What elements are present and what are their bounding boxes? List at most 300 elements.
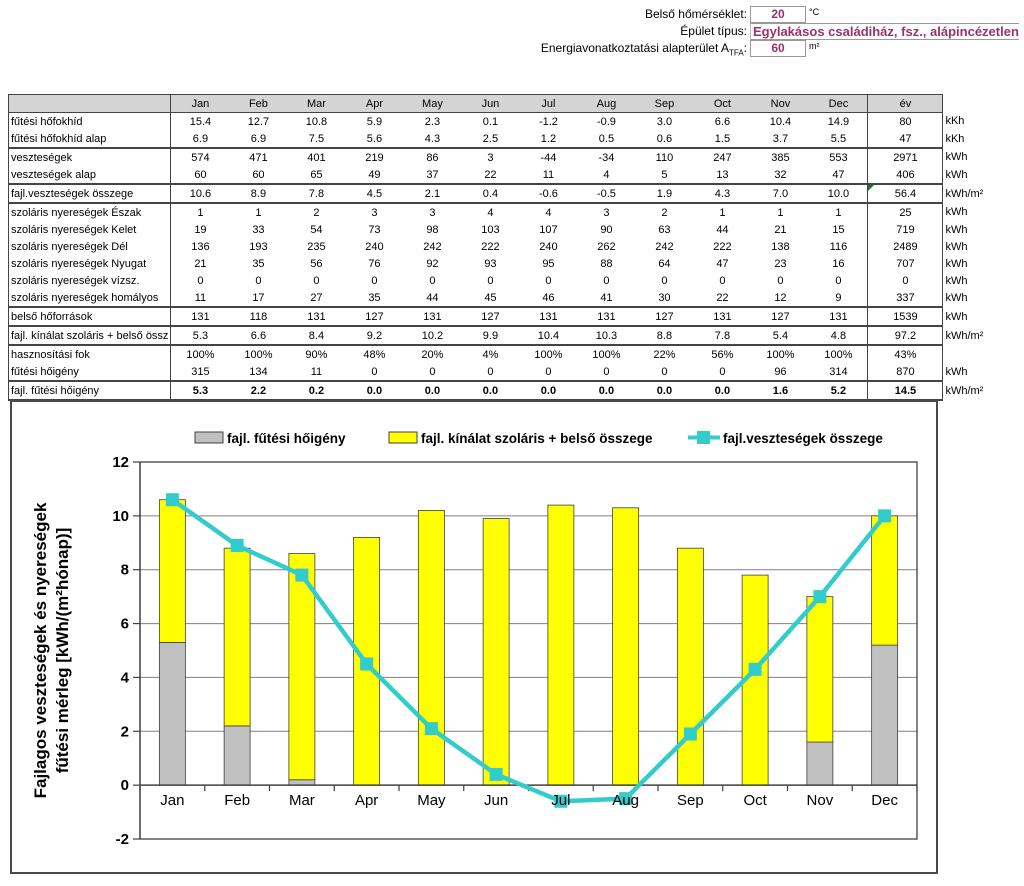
cell-r10-feb: 17 [229, 289, 287, 307]
year-cell-r4: 56.4 [868, 184, 943, 203]
cell-r7-mar: 235 [307, 240, 326, 253]
cell-r11-oct: 131 [693, 307, 751, 326]
cell-r0-feb: 12.7 [247, 115, 270, 128]
cell-r9-oct: 0 [719, 274, 726, 287]
bar-sep-s1 [677, 548, 703, 785]
cell-r15-apr: 0.0 [345, 381, 403, 400]
unit-cell-r9: kWh [945, 274, 968, 287]
row-label: fajl.veszteségek összege [9, 184, 171, 203]
bar-dec-s1 [872, 516, 898, 645]
plot-area [140, 462, 917, 839]
cell-r14-dec: 314 [809, 363, 868, 381]
cell-r9-jul: 0 [545, 274, 552, 287]
cell-r3-may: 37 [403, 166, 461, 184]
cell-r3-feb: 60 [229, 166, 287, 184]
cell-r8-oct: 47 [716, 257, 729, 270]
cell-r6-apr: 73 [368, 223, 381, 236]
cell-r1-dec: 5.5 [809, 130, 868, 148]
building-type-label: Épület típus: [680, 24, 747, 38]
cell-r6-jan: 19 [194, 223, 207, 236]
month-header-nov: Nov [751, 95, 809, 113]
cell-r12-oct: 7.8 [693, 326, 751, 345]
cell-r2-jan: 574 [191, 151, 210, 164]
cell-r15-jun: 0.0 [461, 381, 519, 400]
cell-r9-jun: 0 [487, 274, 494, 287]
cell-r12-jul: 10.4 [519, 326, 577, 345]
table-row [9, 289, 1006, 307]
cell-r8-jan: 21 [194, 257, 207, 270]
cell-r10-apr: 35 [345, 289, 403, 307]
cell-r15-jan: 5.3 [171, 381, 230, 400]
year-cell-r14: 870 [868, 363, 943, 381]
row-label: fűtési hőfokhíd [9, 113, 171, 131]
cell-r10-sep: 30 [635, 289, 693, 307]
cell-r5-oct: 1 [719, 206, 726, 219]
cell-r9-jan: 0 [197, 274, 204, 287]
cell-r2-mar: 401 [307, 151, 326, 164]
cell-r7-oct: 222 [713, 240, 732, 253]
cell-r9-mar: 0 [313, 274, 320, 287]
cell-r15-nov: 1.6 [751, 381, 809, 400]
cell-r2-dec: 553 [829, 151, 848, 164]
table-row [9, 381, 1006, 400]
cell-r15-jul: 0.0 [519, 381, 577, 400]
cell-r9-sep: 0 [661, 274, 668, 287]
form-row-building-type [0, 23, 1022, 40]
cell-r11-aug: 131 [577, 307, 635, 326]
line-marker-jun [490, 768, 503, 781]
cell-r2-jul: -44 [540, 151, 557, 164]
cell-r10-dec: 9 [809, 289, 868, 307]
bar-jan-s1 [159, 500, 185, 643]
cell-r4-dec: 10.0 [809, 184, 868, 203]
area-label: Energiavonatkoztatási alapterület $A_{TFA}$: [540, 41, 747, 58]
cell-r6-aug: 90 [600, 223, 613, 236]
cell-r2-feb: 471 [249, 151, 268, 164]
cell-r5-may: 3 [429, 206, 436, 219]
cell-r3-aug: 4 [577, 166, 635, 184]
cell-r2-oct: 247 [713, 151, 732, 164]
month-header-may: May [403, 95, 461, 113]
line-marker-jan [166, 493, 179, 506]
cell-r10-nov: 12 [751, 289, 809, 307]
bar-jun-s1 [483, 519, 509, 786]
cell-r3-mar: 65 [287, 166, 345, 184]
cell-r9-apr: 0 [371, 274, 378, 287]
cell-r0-nov: 10.4 [769, 115, 792, 128]
cell-r14-aug: 0 [577, 363, 635, 381]
cell-r3-oct: 13 [693, 166, 751, 184]
cell-r10-jan: 11 [171, 289, 230, 307]
month-header-jul: Jul [519, 95, 577, 113]
bar-jan-s0 [159, 642, 185, 785]
cell-r14-oct: 0 [693, 363, 751, 381]
cell-r3-jul: 11 [519, 166, 577, 184]
cell-r5-nov: 1 [777, 206, 784, 219]
y-tick-label-4: 4 [120, 669, 129, 687]
monthly-energy-table [8, 94, 1006, 401]
cell-r4-feb: 8.9 [229, 184, 287, 203]
cell-r12-nov: 5.4 [751, 326, 809, 345]
legend-swatch-yellow [389, 432, 417, 443]
year-cell-r6: 719 [868, 221, 943, 238]
cell-r1-feb: 6.9 [229, 130, 287, 148]
row-label: szoláris nyereségek homályos [9, 289, 171, 307]
row-label: szoláris nyereségek Dél [9, 238, 171, 255]
cell-r11-feb: 118 [229, 307, 287, 326]
cell-error-indicator-triangle [868, 185, 874, 191]
cell-r14-jul: 0 [519, 363, 577, 381]
cell-r0-mar: 10.8 [305, 115, 328, 128]
area-input[interactable]: 60 [750, 40, 806, 57]
cell-r0-jan: 15.4 [189, 115, 212, 128]
month-label-apr: Apr [354, 792, 379, 810]
y-tick-label--2: -2 [115, 831, 129, 848]
cell-r5-jul: 4 [545, 206, 552, 219]
cell-r8-mar: 56 [310, 257, 323, 270]
month-label-sep: Sep [677, 792, 704, 810]
row-label: szoláris nyereségek Nyugat [9, 255, 171, 272]
bar-nov-s1 [807, 597, 833, 742]
unit-cell-r0: kKh [945, 115, 965, 128]
month-header-jun: Jun [461, 95, 519, 113]
cell-r0-may: 2.3 [424, 115, 441, 128]
chart-legend [195, 431, 883, 446]
cell-r7-jan: 136 [191, 240, 210, 253]
y-axis-title-line2: fűtési mérleg [kWh/(m²hónap)] [53, 527, 72, 774]
cell-r5-apr: 3 [371, 206, 378, 219]
cell-r10-oct: 22 [693, 289, 751, 307]
year-cell-r11: 1539 [868, 307, 943, 326]
year-cell-r13: 43% [868, 345, 943, 363]
month-header-aug: Aug [577, 95, 635, 113]
cell-r14-apr: 0 [345, 363, 403, 381]
form-row-temperature [0, 6, 1022, 23]
form-row-area [0, 40, 1022, 57]
month-label-jul: Jul [551, 792, 571, 810]
month-header-oct: Oct [693, 95, 751, 113]
cell-r13-jan: 100% [186, 348, 215, 361]
cell-r6-dec: 15 [832, 223, 845, 236]
table-row [9, 363, 1006, 381]
row-label: fajl. fűtési hőigény [9, 381, 171, 400]
cell-r13-nov: 100% [766, 348, 795, 361]
cell-r4-apr: 4.5 [345, 184, 403, 203]
cell-r6-jul: 107 [539, 223, 558, 236]
cell-r4-jun: 0.4 [461, 184, 519, 203]
month-header-dec: Dec [809, 95, 868, 113]
year-cell-r7: 2489 [868, 238, 943, 255]
cell-r1-nov: 3.7 [751, 130, 809, 148]
cell-r1-oct: 1.5 [693, 130, 751, 148]
cell-r3-jan: 60 [171, 166, 230, 184]
energy-chart-svg [12, 402, 936, 872]
cell-r1-mar: 7.5 [287, 130, 345, 148]
month-header-apr: Apr [345, 95, 403, 113]
cell-r7-nov: 138 [771, 240, 790, 253]
bar-jul-s1 [548, 505, 574, 785]
row-label: fűtési hőfokhíd alap [9, 130, 171, 148]
bar-feb-s1 [224, 548, 250, 726]
row-label: szoláris nyereségek Észak [9, 203, 171, 221]
cell-r13-may: 20% [421, 348, 444, 361]
row-label: hasznosítási fok [9, 345, 171, 363]
cell-r5-aug: 3 [603, 206, 610, 219]
month-header-jan: Jan [171, 95, 230, 113]
cell-r12-apr: 9.2 [345, 326, 403, 345]
cell-r6-mar: 54 [310, 223, 323, 236]
cell-r12-may: 10.2 [403, 326, 461, 345]
unit-cell-r13 [943, 345, 1006, 363]
year-cell-r0: 80 [868, 113, 943, 131]
cell-r15-mar: 0.2 [287, 381, 345, 400]
input-form [0, 6, 1022, 57]
cell-r15-feb: 2.2 [229, 381, 287, 400]
cell-r7-jun: 222 [481, 240, 500, 253]
cell-r9-nov: 0 [777, 274, 784, 287]
month-label-jan: Jan [160, 792, 185, 810]
cell-r7-feb: 193 [249, 240, 268, 253]
unit-cell-r15: kWh/m² [945, 384, 984, 397]
cell-r2-sep: 110 [655, 151, 674, 164]
month-header-sep: Sep [635, 95, 693, 113]
cell-r0-jun: 0.1 [482, 115, 499, 128]
cell-r0-dec: 14.9 [827, 115, 850, 128]
cell-r13-mar: 90% [305, 348, 328, 361]
legend-marker-cyan [697, 431, 710, 444]
bar-dec-s0 [872, 645, 898, 785]
cell-r9-aug: 0 [603, 274, 610, 287]
cell-r8-nov: 23 [774, 257, 787, 270]
cell-r15-oct: 0.0 [693, 381, 751, 400]
cell-r13-apr: 48% [363, 348, 386, 361]
unit-cell-r5: kWh [945, 206, 968, 218]
cell-r12-dec: 4.8 [809, 326, 868, 345]
cell-r0-jul: -1.2 [538, 115, 558, 128]
cell-r3-sep: 5 [635, 166, 693, 184]
cell-r3-apr: 49 [345, 166, 403, 184]
table-row [9, 184, 1006, 203]
temperature-label: Belső hőmérséklet: [644, 7, 747, 21]
unit-cell-r12: kWh/m² [945, 329, 984, 342]
legend-label-cyan: fajl.veszteségek összege [723, 431, 883, 446]
cell-r7-jul: 240 [539, 240, 558, 253]
line-marker-mar [295, 569, 308, 582]
area-unit: m² [809, 41, 820, 51]
cell-r9-may: 0 [429, 274, 436, 287]
table-row [9, 238, 1006, 255]
year-cell-r1: 47 [868, 130, 943, 148]
table-row [9, 345, 1006, 363]
building-type-input[interactable]: Egylakásos családiház, fsz., alápincézetlen [750, 23, 1019, 40]
cell-r2-may: 86 [426, 151, 439, 164]
row-label: szoláris nyereségek vízsz. [9, 272, 171, 289]
cell-r5-jan: 1 [197, 206, 204, 219]
y-axis [112, 454, 140, 848]
cell-r13-aug: 100% [592, 348, 621, 361]
line-marker-feb [231, 539, 244, 552]
y-tick-label-2: 2 [120, 723, 129, 741]
year-header: év [868, 95, 943, 113]
row-label: fajl. kínálat szoláris + belső össz [9, 326, 171, 345]
cell-r11-sep: 127 [635, 307, 693, 326]
cell-r1-jul: 1.2 [519, 130, 577, 148]
cell-r8-may: 92 [426, 257, 439, 270]
cell-r3-dec: 47 [809, 166, 868, 184]
cell-r6-jun: 103 [481, 223, 500, 236]
energy-balance-chart [10, 400, 938, 874]
row-label: fűtési hőigény [9, 363, 171, 381]
cell-r11-nov: 127 [751, 307, 809, 326]
line-marker-apr [360, 657, 373, 670]
year-cell-r12: 97.2 [868, 326, 943, 345]
cell-r4-jul: -0.6 [519, 184, 577, 203]
cell-r12-mar: 8.4 [287, 326, 345, 345]
unit-cell-r7: kWh [945, 240, 968, 253]
cell-r11-jul: 131 [519, 307, 577, 326]
y-tick-label-0: 0 [120, 777, 129, 795]
cell-r1-aug: 0.5 [577, 130, 635, 148]
unit-cell-r4: kWh/m² [945, 187, 984, 200]
bar-aug-s1 [613, 508, 639, 785]
cell-r8-dec: 16 [832, 257, 845, 270]
unit-cell-r8: kWh [945, 257, 968, 270]
y-axis-title-line1: Fajlagos veszteségek és nyereségek [31, 502, 50, 799]
line-marker-oct [749, 663, 762, 676]
month-header-mar: Mar [287, 95, 345, 113]
cell-r6-oct: 44 [716, 223, 729, 236]
cell-r13-jun: 4% [482, 348, 499, 361]
table-row [9, 221, 1006, 238]
row-label: veszteségek [9, 148, 171, 166]
year-cell-r8: 707 [868, 255, 943, 272]
cell-r7-apr: 240 [365, 240, 384, 253]
cell-r8-sep: 64 [658, 257, 671, 270]
cell-r11-may: 131 [403, 307, 461, 326]
table-header-row [9, 95, 1006, 113]
month-label-feb: Feb [224, 792, 251, 810]
cell-r15-sep: 0.0 [635, 381, 693, 400]
unit-cell-r3: kWh [945, 169, 968, 181]
monthly-values-grid [8, 94, 1006, 401]
y-tick-label-8: 8 [120, 561, 129, 579]
year-cell-r5: 25 [868, 203, 943, 221]
year-cell-r3: 406 [868, 166, 943, 184]
cell-r11-jan: 131 [171, 307, 230, 326]
table-row [9, 307, 1006, 326]
cell-r13-oct: 56% [711, 348, 734, 361]
cell-r12-aug: 10.3 [577, 326, 635, 345]
cell-r5-mar: 2 [313, 206, 320, 219]
table-row [9, 272, 1006, 289]
cell-r11-apr: 127 [345, 307, 403, 326]
cell-r14-jun: 0 [461, 363, 519, 381]
cell-r7-aug: 262 [597, 240, 616, 253]
cell-r2-aug: -34 [598, 151, 615, 164]
cell-r2-apr: 219 [365, 151, 384, 164]
line-marker-may [425, 722, 438, 735]
row-label: belső hőforrások [9, 307, 171, 326]
cell-r7-may: 242 [423, 240, 442, 253]
cell-r11-jun: 127 [461, 307, 519, 326]
cell-r13-dec: 100% [824, 348, 853, 361]
year-cell-r10: 337 [868, 289, 943, 307]
table-row [9, 166, 1006, 184]
cell-r15-may: 0.0 [403, 381, 461, 400]
row-label: veszteségek alap [9, 166, 171, 184]
unit-cell-r14: kWh [945, 366, 968, 378]
cell-r12-jan: 5.3 [171, 326, 230, 345]
cell-r5-feb: 1 [255, 206, 262, 219]
month-label-jun: Jun [484, 792, 509, 810]
cell-r13-jul: 100% [534, 348, 563, 361]
cell-r14-jan: 315 [171, 363, 230, 381]
cell-r14-mar: 11 [287, 363, 345, 381]
cell-r15-dec: 5.2 [809, 381, 868, 400]
y-tick-label-10: 10 [112, 507, 129, 525]
bar-mar-s0 [289, 780, 315, 785]
line-marker-dec [878, 509, 891, 522]
cell-r1-sep: 0.6 [635, 130, 693, 148]
cell-r2-jun: 3 [487, 151, 494, 164]
cell-r1-jan: 6.9 [171, 130, 230, 148]
cell-r14-may: 0 [403, 363, 461, 381]
cell-r13-sep: 22% [653, 348, 676, 361]
cell-r1-jun: 2.5 [461, 130, 519, 148]
legend-label-yellow: fajl. kínálat szoláris + belső összege [421, 431, 653, 446]
temperature-input[interactable]: 20 [750, 6, 806, 23]
unit-cell-r6: kWh [945, 223, 968, 236]
cell-r1-may: 4.3 [403, 130, 461, 148]
cell-r15-aug: 0.0 [577, 381, 635, 400]
table-row [9, 203, 1006, 221]
cell-r4-sep: 1.9 [635, 184, 693, 203]
cell-r14-nov: 96 [751, 363, 809, 381]
bar-feb-s0 [224, 726, 250, 785]
unit-cell-r2: kWh [945, 151, 968, 163]
month-label-mar: Mar [288, 792, 315, 810]
cell-r4-may: 2.1 [403, 184, 461, 203]
table-row [9, 148, 1006, 166]
temperature-unit: °C [809, 7, 820, 17]
cell-r5-dec: 1 [835, 206, 842, 219]
cell-r3-jun: 22 [461, 166, 519, 184]
cell-r12-jun: 9.9 [461, 326, 519, 345]
cell-r12-feb: 6.6 [229, 326, 287, 345]
cell-r4-nov: 7.0 [751, 184, 809, 203]
cell-r8-feb: 35 [252, 257, 265, 270]
cell-r4-aug: -0.5 [577, 184, 635, 203]
line-marker-nov [813, 590, 826, 603]
cell-r7-dec: 116 [829, 240, 848, 253]
cell-r4-jan: 10.6 [171, 184, 230, 203]
month-label-nov: Nov [806, 792, 834, 810]
unit-cell-r10: kWh [945, 292, 968, 304]
cell-r5-sep: 2 [661, 206, 668, 219]
cell-r13-feb: 100% [244, 348, 273, 361]
cell-r7-sep: 242 [655, 240, 674, 253]
year-cell-r2: 2971 [868, 148, 943, 166]
cell-r6-feb: 33 [252, 223, 265, 236]
cell-r6-sep: 63 [658, 223, 671, 236]
cell-r12-sep: 8.8 [635, 326, 693, 345]
cell-r9-feb: 0 [255, 274, 262, 287]
cell-r8-jul: 95 [542, 257, 555, 270]
cell-r0-oct: 6.6 [714, 115, 731, 128]
cell-r5-jun: 4 [487, 206, 494, 219]
line-marker-sep [684, 727, 697, 740]
cell-r2-nov: 385 [771, 151, 790, 164]
